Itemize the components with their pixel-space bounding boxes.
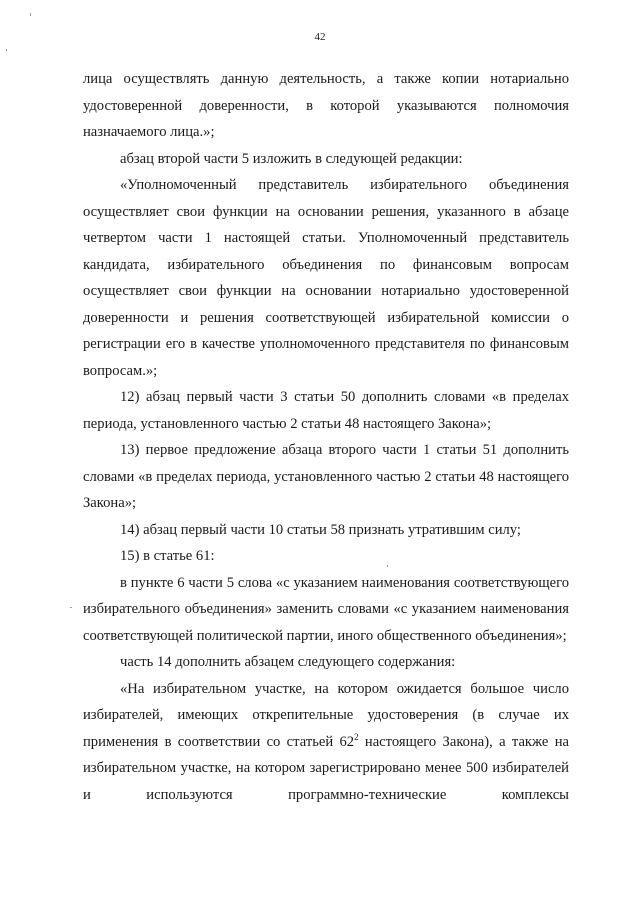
document-body <box>83 66 569 808</box>
paragraph-5: 13) первое предложение абзаца второго части 1 статьи 51 дополнить словами «в пределах периода, установленного частью 2 статьи 48 настоящего Закона»; <box>83 442 569 511</box>
paragraph-8: в пункте 6 части 5 слова «с указанием наименования соответствующего избирательного объединения» заменить словами «с указанием наименования соответствующей политической партии, иного общественного объединения»; <box>83 574 569 644</box>
paragraph-1: лица осуществлять данную деятельность, а также копии нотариально удостоверенной доверенности, в которой указываются полномочия назначаемого лица.»; <box>83 71 569 140</box>
paragraph-10-start: «На избирательном участке, на котором ожидается большое число избирателей, имеющих открепительные удостоверения (в случае их применения в соответствии со статьей 62 <box>83 680 569 750</box>
paragraph-10 <box>83 676 569 809</box>
scan-mark <box>387 565 388 567</box>
paragraph-7: 15) в статье 61: <box>120 548 215 564</box>
paragraph-3: «Уполномоченный представитель избирательного объединения осуществляет свои функции на основании решения, указанного в абзаце четвертом части 1 настоящей статьи. Уполномоченный представитель кандидата, избирательного объединения по финансовым вопросам осуществляет свои функции на основании нотариально удостоверенной доверенности и решения соответствующей избирательной комиссии о регистрации его в качестве уполномоченного представителя по финансовым вопросам.»; <box>83 177 569 379</box>
paragraph-9: часть 14 дополнить абзацем следующего содержания: <box>120 654 456 670</box>
paragraph-4: 12) абзац первый части 3 статьи 50 дополнить словами «в пределах периода, установленного частью 2 статьи 48 настоящего Закона»; <box>83 389 569 432</box>
scan-mark <box>30 13 31 16</box>
superscript: 2 <box>354 731 359 742</box>
scan-mark <box>70 607 72 608</box>
scan-mark <box>6 49 7 51</box>
paragraph-6: 14) абзац первый части 10 статьи 58 признать утратившим силу; <box>120 521 521 538</box>
page-number: 42 <box>314 31 326 43</box>
paragraph-2: абзац второй части 5 изложить в следующей редакции: <box>120 150 463 167</box>
paragraph-10-end: настоящего Закона), а также на избирательном участке, на котором зарегистрировано менее 500 избирателей и используются программно-технические комплексы <box>83 733 569 803</box>
